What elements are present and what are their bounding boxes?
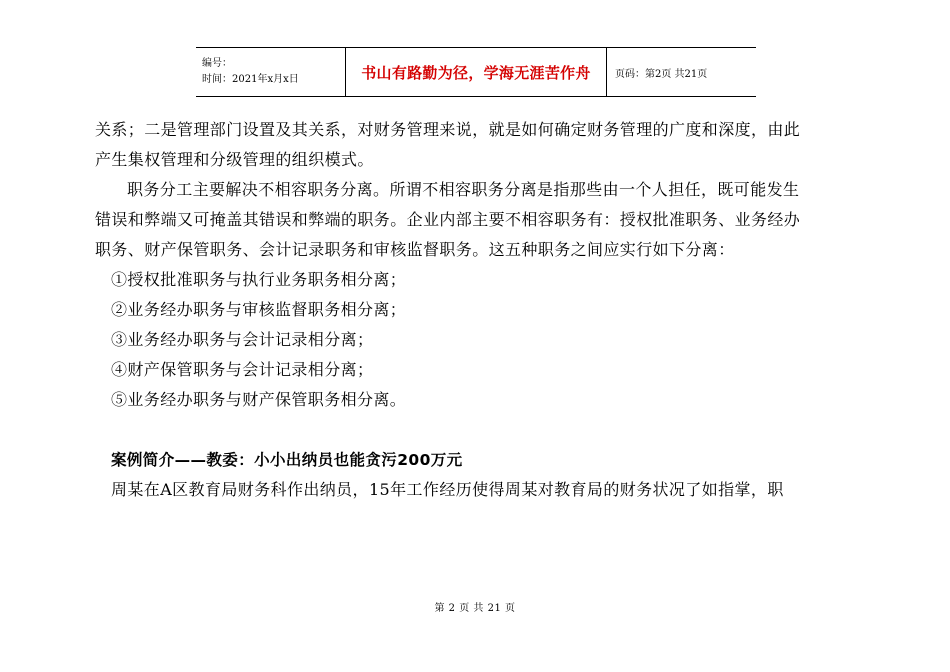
list-item: ⑤业务经办职务与财产保管职务相分离。 [111, 390, 407, 409]
paragraph-line: 周某在A区教育局财务科作出纳员，15年工作经历使得周某对教育局的财务状况了如指掌，职 [111, 480, 784, 499]
paragraph-line: 职务分工主要解决不相容职务分离。所谓不相容职务分离是指那些由一个人担任，既可能发生 [127, 180, 800, 199]
time-label: 时间：2021年x月x日 [202, 74, 299, 85]
case-heading: 案例简介——教委：小小出纳员也能贪污200万元 [111, 451, 463, 469]
page-footer: 第 2 页 共 21 页 [434, 603, 516, 614]
list-item: ②业务经办职务与审核监督职务相分离； [111, 300, 407, 319]
header-motto: 书山有路勤为径，学海无涯苦作舟 [346, 48, 607, 97]
paragraph-line: 产生集权管理和分级管理的组织模式。 [95, 150, 374, 169]
paragraph-line: 关系；二是管理部门设置及其关系，对财务管理来说，就是如何确定财务管理的广度和深度，由此 [95, 120, 801, 139]
paragraph-line: 错误和弊端又可掩盖其错误和弊端的职务。企业内部主要不相容职务有：授权批准职务、业务经办 [95, 210, 801, 229]
paragraph-line: 职务、财产保管职务、会计记录职务和审核监督职务。这五种职务之间应实行如下分离： [95, 240, 735, 259]
page-header-table [196, 47, 756, 97]
header-meta-cell [196, 48, 346, 97]
document-body [95, 115, 885, 505]
list-item: ①授权批准职务与执行业务职务相分离； [111, 270, 407, 289]
blank-line [95, 415, 885, 445]
list-item: ④财产保管职务与会计记录相分离； [111, 360, 374, 379]
header-page-number: 页码：第2页 共21页 [607, 48, 757, 97]
list-item: ③业务经办职务与会计记录相分离； [111, 330, 374, 349]
serial-number-label: 编号： [202, 58, 232, 69]
